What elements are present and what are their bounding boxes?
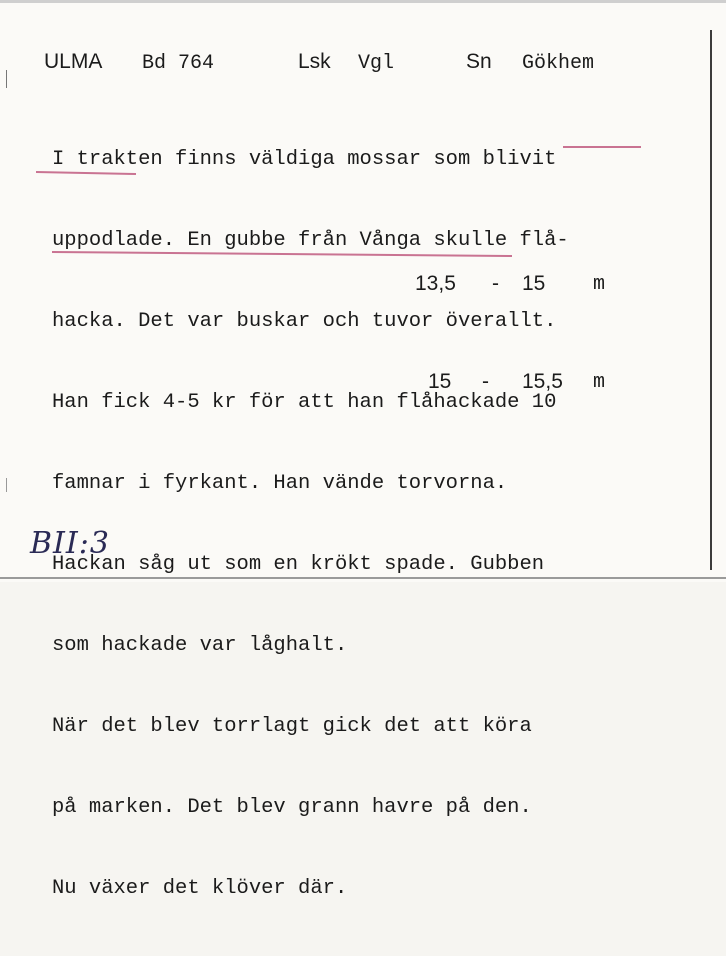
card-top-edge bbox=[0, 0, 726, 3]
socken-value: Gökhem bbox=[522, 52, 595, 75]
underline-mark bbox=[563, 146, 641, 148]
volume-number: Bd 764 bbox=[142, 52, 215, 75]
measurement-unit: m bbox=[593, 273, 606, 296]
card-left-mark-lower bbox=[6, 478, 7, 492]
card-left-mark bbox=[6, 70, 7, 88]
measurement-to: 15 bbox=[522, 272, 546, 295]
measurement-from: 13,5 bbox=[415, 272, 456, 295]
text-line: När det blev torrlagt gick det att köra bbox=[52, 715, 532, 738]
handwritten-note: BII:3 bbox=[30, 526, 110, 561]
landskap-value: Vgl bbox=[358, 52, 395, 75]
socken-label: Sn bbox=[466, 50, 492, 73]
text-line: famnar i fyrkant. Han vände torvorna. bbox=[52, 472, 508, 495]
text-line: Hackan såg ut som en krökt spade. Gubben bbox=[52, 553, 545, 576]
card-right-edge bbox=[710, 30, 712, 570]
measurement-to: 15,5 bbox=[522, 370, 563, 393]
measurement-from: 15 bbox=[428, 370, 452, 393]
text-line: som hackade var låghalt. bbox=[52, 634, 348, 657]
measurement-dash: - bbox=[492, 272, 499, 295]
measurement-unit: m bbox=[593, 371, 606, 394]
text-line: hacka. Det var buskar och tuvor överallt. bbox=[52, 310, 557, 333]
record-text bbox=[52, 92, 569, 956]
text-line: på marken. Det blev grann havre på den. bbox=[52, 796, 532, 819]
text-line: Han fick 4-5 kr för att han flåhackade 10 bbox=[52, 391, 557, 414]
measurement-dash: - bbox=[482, 370, 489, 393]
text-line: Nu växer det klöver där. bbox=[52, 877, 348, 900]
archive-name: ULMA bbox=[44, 50, 103, 73]
text-line: uppodlade. En gubbe från Vånga skulle flå- bbox=[52, 229, 569, 252]
landskap-label: Lsk bbox=[298, 50, 331, 73]
text-line: I trakten finns väldiga mossar som blivit bbox=[52, 148, 557, 171]
